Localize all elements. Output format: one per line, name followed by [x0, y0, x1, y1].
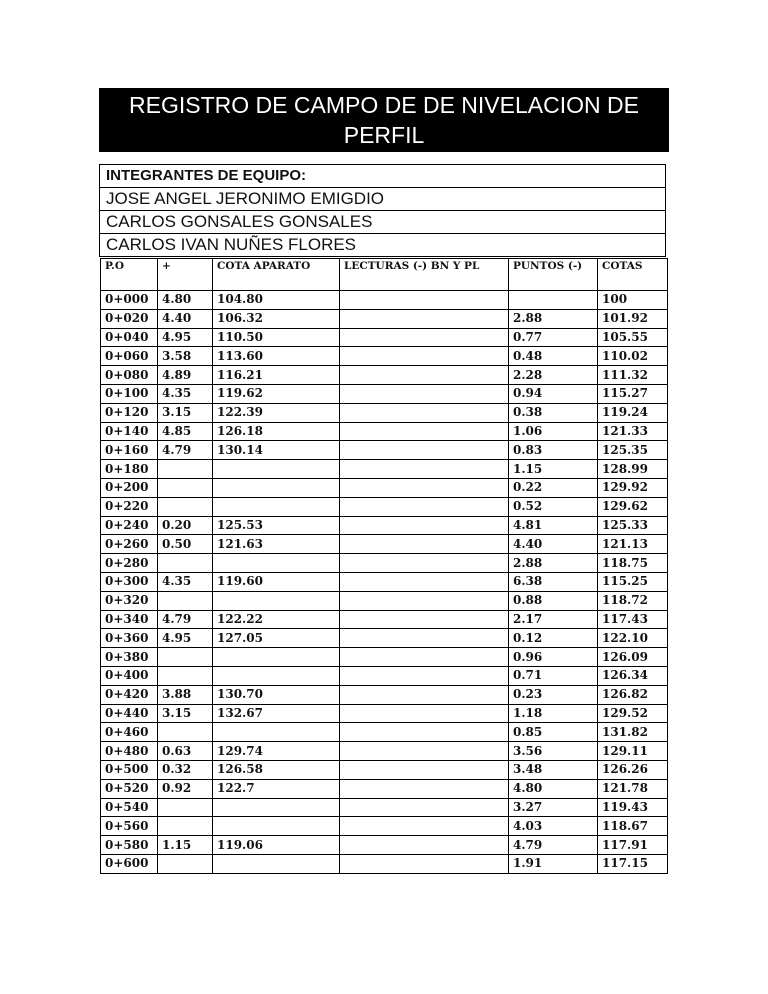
instrument-height-cell: 119.06 — [213, 836, 340, 855]
backsight-cell — [158, 591, 213, 610]
backsight-cell: 0.63 — [158, 742, 213, 761]
station-cell: 0+320 — [101, 591, 158, 610]
instrument-height-cell: 119.62 — [213, 384, 340, 403]
station-cell: 0+140 — [101, 422, 158, 441]
instrument-height-cell — [213, 854, 340, 873]
elevation-cell: 118.67 — [598, 817, 668, 836]
backsight-cell: 4.40 — [158, 309, 213, 328]
backsight-cell: 0.92 — [158, 779, 213, 798]
readings-cell — [340, 704, 509, 723]
table-row — [101, 704, 668, 723]
points-cell: 0.52 — [509, 497, 598, 516]
readings-cell — [340, 366, 509, 385]
table-row — [101, 291, 668, 310]
elevation-cell: 125.33 — [598, 516, 668, 535]
instrument-height-cell: 116.21 — [213, 366, 340, 385]
instrument-height-cell: 130.14 — [213, 441, 340, 460]
readings-cell — [340, 403, 509, 422]
elevation-cell: 121.33 — [598, 422, 668, 441]
station-cell: 0+460 — [101, 723, 158, 742]
instrument-height-cell — [213, 648, 340, 667]
elevation-cell: 117.15 — [598, 854, 668, 873]
readings-cell — [340, 854, 509, 873]
points-cell: 4.81 — [509, 516, 598, 535]
readings-cell — [340, 554, 509, 573]
points-cell: 4.80 — [509, 779, 598, 798]
points-cell — [509, 291, 598, 310]
backsight-cell — [158, 666, 213, 685]
points-cell: 2.17 — [509, 610, 598, 629]
points-cell: 4.79 — [509, 836, 598, 855]
header-points: PUNTOS (-) — [509, 259, 598, 291]
readings-cell — [340, 535, 509, 554]
elevation-cell: 121.78 — [598, 779, 668, 798]
points-cell: 0.22 — [509, 478, 598, 497]
table-row — [101, 441, 668, 460]
station-cell: 0+500 — [101, 760, 158, 779]
leveling-table — [100, 258, 668, 874]
elevation-cell: 126.82 — [598, 685, 668, 704]
table-row — [101, 516, 668, 535]
backsight-cell: 4.85 — [158, 422, 213, 441]
backsight-cell: 3.15 — [158, 704, 213, 723]
readings-cell — [340, 460, 509, 479]
readings-cell — [340, 478, 509, 497]
table-row — [101, 366, 668, 385]
team-heading: INTEGRANTES DE EQUIPO: — [100, 165, 666, 188]
points-cell: 0.48 — [509, 347, 598, 366]
table-row — [101, 309, 668, 328]
points-cell: 3.48 — [509, 760, 598, 779]
points-cell: 1.06 — [509, 422, 598, 441]
points-cell: 1.91 — [509, 854, 598, 873]
elevation-cell: 100 — [598, 291, 668, 310]
points-cell: 2.28 — [509, 366, 598, 385]
header-readings: LECTURAS (-) BN Y PL — [340, 259, 509, 291]
instrument-height-cell: 121.63 — [213, 535, 340, 554]
elevation-cell: 125.35 — [598, 441, 668, 460]
readings-cell — [340, 309, 509, 328]
readings-cell — [340, 666, 509, 685]
points-cell: 0.38 — [509, 403, 598, 422]
table-row — [101, 685, 668, 704]
station-cell: 0+120 — [101, 403, 158, 422]
station-cell: 0+260 — [101, 535, 158, 554]
backsight-cell — [158, 478, 213, 497]
elevation-cell: 117.91 — [598, 836, 668, 855]
table-row — [101, 779, 668, 798]
station-cell: 0+280 — [101, 554, 158, 573]
team-members-table — [99, 164, 666, 257]
instrument-height-cell — [213, 798, 340, 817]
readings-cell — [340, 347, 509, 366]
station-cell: 0+300 — [101, 572, 158, 591]
readings-cell — [340, 610, 509, 629]
table-row — [101, 798, 668, 817]
station-cell: 0+540 — [101, 798, 158, 817]
points-cell: 4.03 — [509, 817, 598, 836]
backsight-cell — [158, 460, 213, 479]
table-row — [101, 535, 668, 554]
station-cell: 0+200 — [101, 478, 158, 497]
points-cell: 2.88 — [509, 309, 598, 328]
elevation-cell: 129.62 — [598, 497, 668, 516]
table-row — [101, 723, 668, 742]
table-row — [101, 384, 668, 403]
document-title: REGISTRO DE CAMPO DE DE NIVELACION DE PERFIL — [99, 88, 669, 152]
readings-cell — [340, 836, 509, 855]
table-row — [101, 854, 668, 873]
elevation-cell: 131.82 — [598, 723, 668, 742]
readings-cell — [340, 723, 509, 742]
elevation-cell: 119.43 — [598, 798, 668, 817]
station-cell: 0+220 — [101, 497, 158, 516]
backsight-cell — [158, 648, 213, 667]
team-member-name: CARLOS GONSALES GONSALES — [100, 211, 666, 234]
readings-cell — [340, 572, 509, 591]
station-cell: 0+580 — [101, 836, 158, 855]
station-cell: 0+360 — [101, 629, 158, 648]
instrument-height-cell — [213, 723, 340, 742]
points-cell: 0.77 — [509, 328, 598, 347]
elevation-cell: 115.25 — [598, 572, 668, 591]
backsight-cell: 0.20 — [158, 516, 213, 535]
backsight-cell: 0.50 — [158, 535, 213, 554]
station-cell: 0+420 — [101, 685, 158, 704]
backsight-cell: 3.88 — [158, 685, 213, 704]
readings-cell — [340, 497, 509, 516]
table-row — [101, 610, 668, 629]
instrument-height-cell: 126.58 — [213, 760, 340, 779]
elevation-cell: 101.92 — [598, 309, 668, 328]
backsight-cell: 4.95 — [158, 328, 213, 347]
table-row — [101, 460, 668, 479]
station-cell: 0+600 — [101, 854, 158, 873]
readings-cell — [340, 441, 509, 460]
points-cell: 0.12 — [509, 629, 598, 648]
points-cell: 0.71 — [509, 666, 598, 685]
table-row — [101, 497, 668, 516]
instrument-height-cell — [213, 497, 340, 516]
elevation-cell: 105.55 — [598, 328, 668, 347]
readings-cell — [340, 591, 509, 610]
elevation-cell: 126.26 — [598, 760, 668, 779]
backsight-cell: 4.80 — [158, 291, 213, 310]
table-row — [101, 572, 668, 591]
backsight-cell — [158, 817, 213, 836]
readings-cell — [340, 291, 509, 310]
readings-cell — [340, 760, 509, 779]
table-row — [101, 403, 668, 422]
instrument-height-cell: 126.18 — [213, 422, 340, 441]
elevation-cell: 119.24 — [598, 403, 668, 422]
backsight-cell: 0.32 — [158, 760, 213, 779]
points-cell: 4.40 — [509, 535, 598, 554]
station-cell: 0+060 — [101, 347, 158, 366]
points-cell: 0.83 — [509, 441, 598, 460]
elevation-cell: 129.92 — [598, 478, 668, 497]
backsight-cell: 4.89 — [158, 366, 213, 385]
backsight-cell: 4.35 — [158, 572, 213, 591]
table-row — [101, 742, 668, 761]
team-member-row — [100, 188, 666, 211]
readings-cell — [340, 779, 509, 798]
readings-cell — [340, 685, 509, 704]
points-cell: 6.38 — [509, 572, 598, 591]
table-row — [101, 817, 668, 836]
elevation-cell: 118.72 — [598, 591, 668, 610]
backsight-cell: 4.35 — [158, 384, 213, 403]
header-elevations: COTAS — [598, 259, 668, 291]
table-body — [101, 291, 668, 874]
readings-cell — [340, 742, 509, 761]
readings-cell — [340, 422, 509, 441]
team-member-name: JOSE ANGEL JERONIMO EMIGDIO — [100, 188, 666, 211]
points-cell: 1.15 — [509, 460, 598, 479]
readings-cell — [340, 817, 509, 836]
instrument-height-cell: 106.32 — [213, 309, 340, 328]
points-cell: 0.96 — [509, 648, 598, 667]
table-row — [101, 478, 668, 497]
station-cell: 0+560 — [101, 817, 158, 836]
elevation-cell: 111.32 — [598, 366, 668, 385]
instrument-height-cell: 132.67 — [213, 704, 340, 723]
instrument-height-cell — [213, 460, 340, 479]
instrument-height-cell: 130.70 — [213, 685, 340, 704]
table-row — [101, 836, 668, 855]
instrument-height-cell: 110.50 — [213, 328, 340, 347]
elevation-cell: 117.43 — [598, 610, 668, 629]
readings-cell — [340, 648, 509, 667]
elevation-cell: 121.13 — [598, 535, 668, 554]
elevation-cell: 115.27 — [598, 384, 668, 403]
backsight-cell — [158, 854, 213, 873]
table-row — [101, 347, 668, 366]
table-row — [101, 591, 668, 610]
points-cell: 0.23 — [509, 685, 598, 704]
instrument-height-cell — [213, 478, 340, 497]
elevation-cell: 118.75 — [598, 554, 668, 573]
backsight-cell — [158, 497, 213, 516]
elevation-cell: 122.10 — [598, 629, 668, 648]
station-cell: 0+440 — [101, 704, 158, 723]
elevation-cell: 129.11 — [598, 742, 668, 761]
table-row — [101, 760, 668, 779]
table-row — [101, 422, 668, 441]
elevation-cell: 128.99 — [598, 460, 668, 479]
table-row — [101, 629, 668, 648]
readings-cell — [340, 629, 509, 648]
station-cell: 0+180 — [101, 460, 158, 479]
table-row — [101, 554, 668, 573]
points-cell: 1.18 — [509, 704, 598, 723]
station-cell: 0+160 — [101, 441, 158, 460]
instrument-height-cell — [213, 666, 340, 685]
instrument-height-cell: 113.60 — [213, 347, 340, 366]
station-cell: 0+380 — [101, 648, 158, 667]
table-row — [101, 328, 668, 347]
station-cell: 0+340 — [101, 610, 158, 629]
team-member-row — [100, 234, 666, 257]
table-header-row — [101, 259, 668, 291]
backsight-cell: 1.15 — [158, 836, 213, 855]
station-cell: 0+040 — [101, 328, 158, 347]
instrument-height-cell — [213, 554, 340, 573]
points-cell: 0.94 — [509, 384, 598, 403]
points-cell: 0.85 — [509, 723, 598, 742]
elevation-cell: 110.02 — [598, 347, 668, 366]
backsight-cell: 3.58 — [158, 347, 213, 366]
header-station: P.O — [101, 259, 158, 291]
backsight-cell: 3.15 — [158, 403, 213, 422]
elevation-cell: 126.09 — [598, 648, 668, 667]
table-row — [101, 666, 668, 685]
header-backsight: + — [158, 259, 213, 291]
instrument-height-cell — [213, 591, 340, 610]
station-cell: 0+520 — [101, 779, 158, 798]
instrument-height-cell: 119.60 — [213, 572, 340, 591]
backsight-cell: 4.95 — [158, 629, 213, 648]
elevation-cell: 129.52 — [598, 704, 668, 723]
instrument-height-cell: 122.39 — [213, 403, 340, 422]
instrument-height-cell: 125.53 — [213, 516, 340, 535]
team-member-row — [100, 211, 666, 234]
instrument-height-cell: 129.74 — [213, 742, 340, 761]
table-row — [101, 648, 668, 667]
station-cell: 0+480 — [101, 742, 158, 761]
station-cell: 0+020 — [101, 309, 158, 328]
team-member-name: CARLOS IVAN NUÑES FLORES — [100, 234, 666, 257]
instrument-height-cell: 104.80 — [213, 291, 340, 310]
station-cell: 0+080 — [101, 366, 158, 385]
backsight-cell — [158, 723, 213, 742]
instrument-height-cell: 122.7 — [213, 779, 340, 798]
elevation-cell: 126.34 — [598, 666, 668, 685]
readings-cell — [340, 328, 509, 347]
points-cell: 0.88 — [509, 591, 598, 610]
station-cell: 0+000 — [101, 291, 158, 310]
backsight-cell — [158, 798, 213, 817]
backsight-cell: 4.79 — [158, 610, 213, 629]
points-cell: 3.56 — [509, 742, 598, 761]
station-cell: 0+240 — [101, 516, 158, 535]
station-cell: 0+100 — [101, 384, 158, 403]
station-cell: 0+400 — [101, 666, 158, 685]
header-instrument-height: COTA APARATO — [213, 259, 340, 291]
backsight-cell — [158, 554, 213, 573]
readings-cell — [340, 516, 509, 535]
points-cell: 3.27 — [509, 798, 598, 817]
instrument-height-cell — [213, 817, 340, 836]
backsight-cell: 4.79 — [158, 441, 213, 460]
instrument-height-cell: 122.22 — [213, 610, 340, 629]
readings-cell — [340, 384, 509, 403]
readings-cell — [340, 798, 509, 817]
points-cell: 2.88 — [509, 554, 598, 573]
team-heading-row — [100, 165, 666, 188]
instrument-height-cell: 127.05 — [213, 629, 340, 648]
